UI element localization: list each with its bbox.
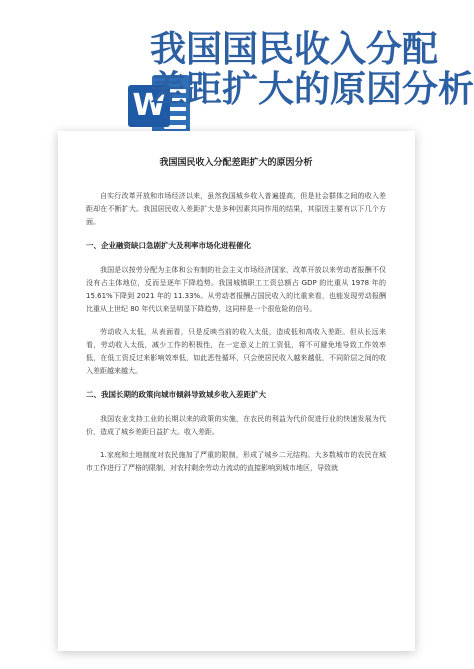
intro-paragraph: 自实行改革开放和市场经济以来，虽然我国城乡收入普遍提高，但是社会群体之间的收入差距却在不断扩大。我国居民收入差距扩大是多种因素共同作用的结果，其原因主要有以下几个方面。 (86, 192, 386, 226)
document-page (58, 131, 415, 651)
section-1-paragraph-1: 我国是以按劳分配为主体和公有制的社会主义市场经济国家，改革开放以来劳动者报酬不仅没有占主体地位，反而呈逐年下降趋势。我国城镇职工工资总额占 GDP 的比重从 1978 年的 15.61%下降到 2021 年的 11.33%。从劳动者报酬占国民收入的比重来看，也能发现劳动报酬比重从上世纪 80 年代以来呈明显下降趋势，这同样是一个很危险的信号。 (86, 266, 386, 313)
section-1-heading: 一、企业融资缺口急剧扩大及利率市场化进程催化 (86, 241, 251, 250)
banner (0, 0, 474, 123)
document-body (86, 155, 386, 485)
section-2-paragraph-2: 1.家庭和土地制度对农民施加了严重的限制，形成了城乡二元结构。大多数城市的农民在城市工作进行了严格的限制，对农村剩余劳动力流动的直接影响到城市地区，导致就 (86, 451, 386, 472)
banner-title-line-1: 我国国民收入分配 (150, 29, 439, 70)
document-title: 我国国民收入分配差距扩大的原因分析 (159, 158, 313, 168)
banner-title-line-2: 差距扩大的原因分析 (150, 69, 474, 110)
banner-title (150, 29, 474, 110)
section-2-paragraph-1: 我国农业支持工业的长期以来的政策的实施，在农民的利益为代价促进行业的快速发展为代价，造成了城乡差距日益扩大。收入差距。 (86, 415, 386, 436)
section-2-heading: 二、我国长期的政策向城市倾斜导致城乡收入差距扩大 (86, 390, 266, 399)
word-letter-badge: W (128, 85, 170, 127)
word-document-icon (64, 37, 166, 123)
section-1-paragraph-2: 劳动收入太低，从表面看，只是反映当前的收入太低，造成低和高收入差距。但从长远来看，劳动收入太低，减少工作的积极性，在一定意义上的工资低，将不可避免地导致工作效率低，在低工资反过来影响效率低，如此恶性循环，只会使居民收入越来越低，不同阶层之间的收入差距越来越大。 (86, 328, 386, 375)
